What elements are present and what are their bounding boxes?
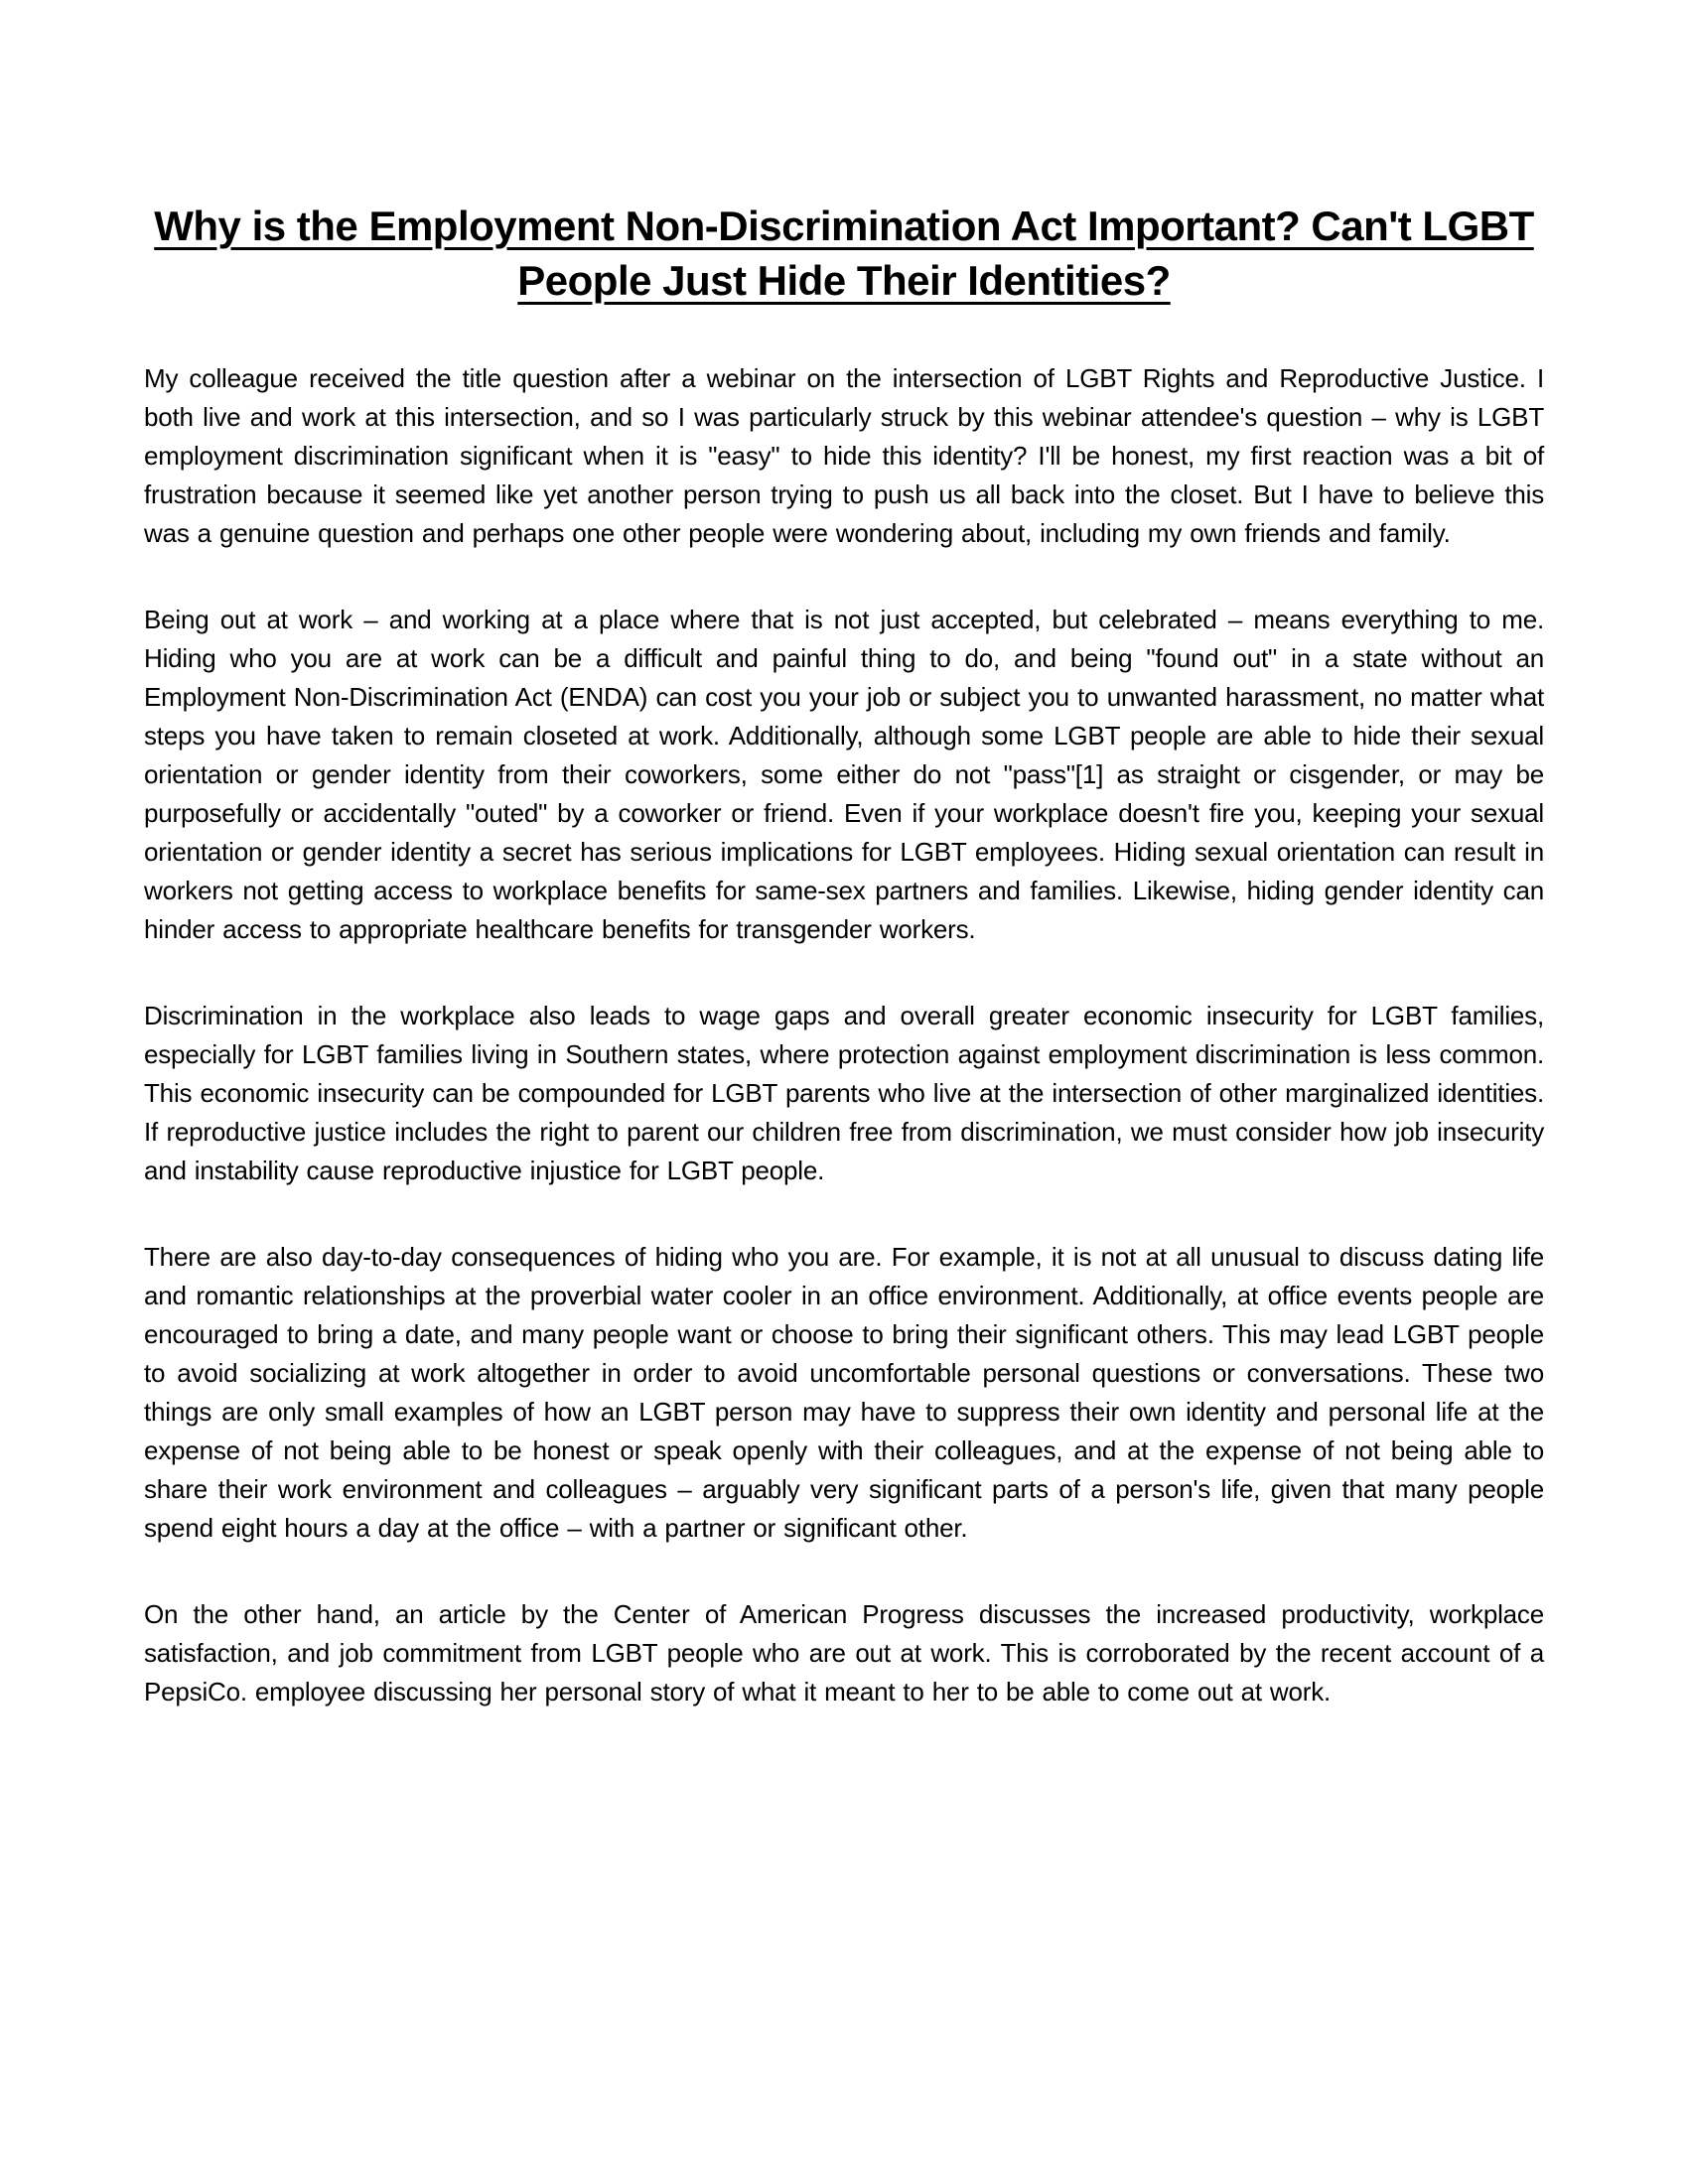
paragraph-day-to-day: There are also day-to-day consequences of hiding who you are. For example, it is not at all unusual to discuss dating life and romantic relationships at the proverbial water cooler in an office environment. Additionally, at office events people are encouraged to bring a date, and many people want or choose to bring their significant others. This may lead LGBT people to avoid socializing at work altogether in order to avoid uncomfortable personal questions or conversations. These two things are only small examples of how an LGBT person may have to suppress their own identity and personal life at the expense of not being able to be honest or speak openly with their colleagues, and at the expense of not being able to share their work environment and colleagues – arguably very significant parts of a person's life, given that many people spend eight hours a day at the office – with a partner or significant other. — [144, 1242, 1544, 1543]
paragraph-intro: My colleague received the title question after a webinar on the intersection of LGBT Rights and Reproductive Justice. I both live and work at this intersection, and so I was particularly struck by this webinar attendee's question – why is LGBT employment discrimination significant when it is "easy" to hide this identity? I'll be honest, my first reaction was a bit of frustration because it seemed like yet another person trying to push us all back into the closet. But I have to believe this was a genuine question and perhaps one other people were wondering about, including my own friends and family. — [144, 363, 1544, 548]
paragraph-productivity: On the other hand, an article by the Center of American Progress discusses the increased productivity, workplace satisfaction, and job commitment from LGBT people who are out at work. This is corroborated by the recent account of a PepsiCo. employee discussing her personal story of what it meant to her to be able to come out at work. — [144, 1599, 1544, 1706]
document-body — [144, 359, 1544, 1711]
paragraph-wage-gaps: Discrimination in the workplace also leads to wage gaps and overall greater economic insecurity for LGBT families, especially for LGBT families living in Southern states, where protection against employment discrimination is less common. This economic insecurity can be compounded for LGBT parents who live at the intersection of other marginalized identities. If reproductive justice includes the right to parent our children free from discrimination, we must consider how job insecurity and instability cause reproductive injustice for LGBT people. — [144, 1001, 1544, 1185]
document-title: Why is the Employment Non-Discrimination Act Important? Can't LGBT People Just Hide Their Identities? — [154, 203, 1534, 304]
paragraph-being-out-at-work: Being out at work – and working at a place where that is not just accepted, but celebrated – means everything to me. Hiding who you are at work can be a difficult and painful thing to do, and being "found out" in a state without an Employment Non-Discrimination Act (ENDA) can cost you your job or subject you to unwanted harassment, no matter what steps you have taken to remain closeted at work. Additionally, although some LGBT people are able to hide their sexual orientation or gender identity from their coworkers, some either do not "pass"[1] as straight or cisgender, or may be purposefully or accidentally "outed" by a coworker or friend. Even if your workplace doesn't fire you, keeping your sexual orientation or gender identity a secret has serious implications for LGBT employees. Hiding sexual orientation can result in workers not getting access to workplace benefits for same-sex partners and families. Likewise, hiding gender identity can hinder access to appropriate healthcare benefits for transgender workers. — [144, 605, 1544, 944]
